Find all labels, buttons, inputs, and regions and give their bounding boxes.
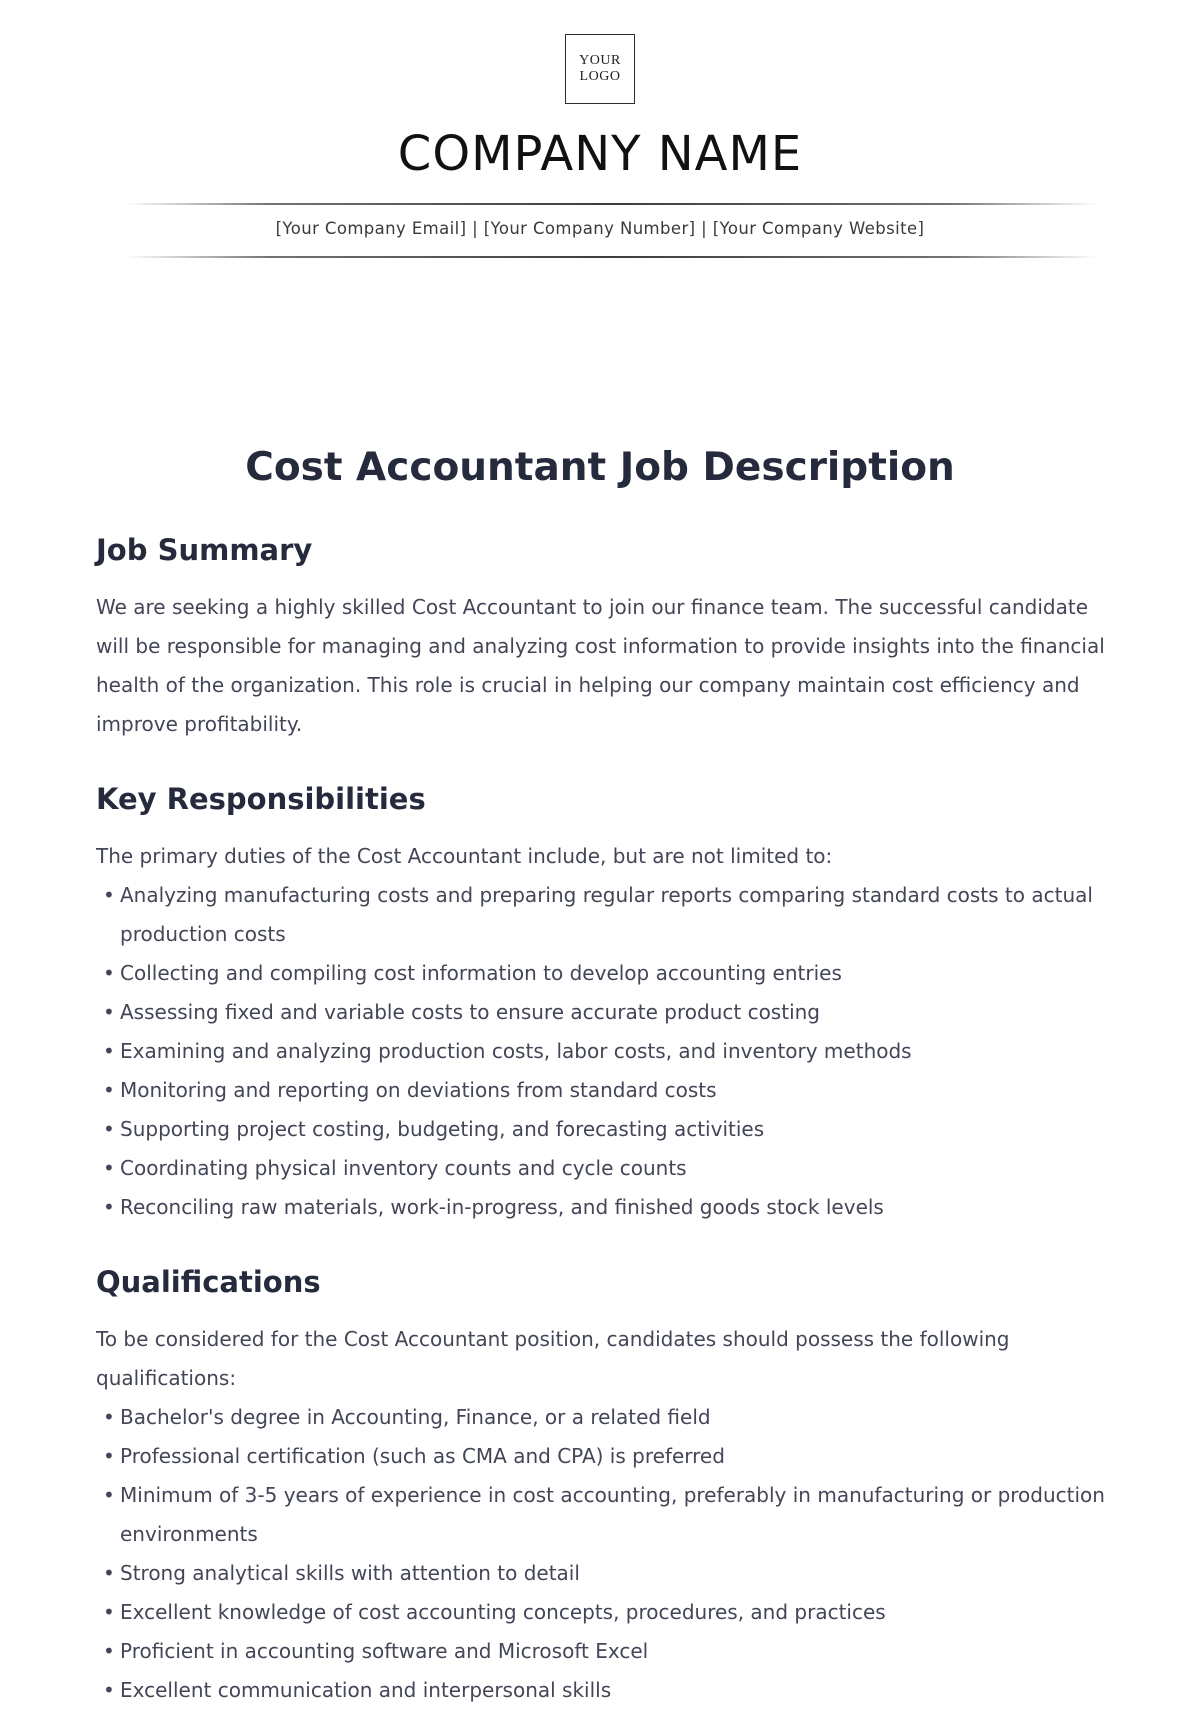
list-item-text: Bachelor's degree in Accounting, Finance, or a related field [120,1405,711,1429]
bullet-icon: • [103,1156,115,1180]
key-responsibilities-heading: Key Responsibilities [96,782,426,816]
bullet-icon: • [103,1039,115,1063]
list-item-text: Reconciling raw materials, work-in-progress, and finished goods stock levels [120,1195,884,1219]
list-item-text: Coordinating physical inventory counts and cycle counts [120,1156,687,1180]
bullet-icon: • [103,1639,115,1663]
bullet-icon: • [103,1405,115,1429]
header-divider-bottom [125,256,1097,258]
bullet-icon: • [103,1117,115,1141]
list-item [96,876,1116,954]
logo-text-line2: LOGO [579,69,621,84]
bullet-icon: • [103,1000,115,1024]
list-item [96,1149,1116,1188]
logo-text-line1: YOUR [579,53,621,68]
list-item-text: Monitoring and reporting on deviations from standard costs [120,1078,717,1102]
document-title: Cost Accountant Job Description [245,445,955,490]
bullet-icon: • [103,883,115,907]
list-item [96,993,1116,1032]
list-item-text: Proficient in accounting software and Microsoft Excel [120,1639,649,1663]
bullet-icon: • [103,1444,115,1468]
list-item [96,1476,1116,1554]
list-item [96,954,1116,993]
list-item-text: Supporting project costing, budgeting, and forecasting activities [120,1117,765,1141]
company-logo [565,34,635,104]
bullet-icon: • [103,1678,115,1702]
list-item [96,1593,1116,1632]
bullet-icon: • [103,1195,115,1219]
document-body [96,438,1116,1710]
bullet-icon: • [103,1600,115,1624]
qualifications-heading: Qualifications [96,1265,321,1299]
key-responsibilities-intro: The primary duties of the Cost Accountant include, but are not limited to: [96,844,833,868]
list-item-text: Minimum of 3-5 years of experience in cost accounting, preferably in manufacturing or production environments [120,1483,1105,1546]
list-item [96,1110,1116,1149]
company-name: COMPANY NAME [397,126,803,182]
list-item [96,1398,1116,1437]
list-item [96,1071,1116,1110]
list-item-text: Strong analytical skills with attention to detail [120,1561,580,1585]
bullet-icon: • [103,1561,115,1585]
job-summary-heading: Job Summary [96,533,313,567]
list-item-text: Excellent knowledge of cost accounting concepts, procedures, and practices [120,1600,886,1624]
job-summary-section [96,530,1116,744]
list-item-text: Analyzing manufacturing costs and preparing regular reports comparing standard costs to actual production costs [120,883,1093,946]
company-contact-line: [Your Company Email] | [Your Company Number] | [Your Company Website] [275,219,925,238]
job-summary-text: We are seeking a highly skilled Cost Accountant to join our finance team. The successful candidate will be responsible for managing and analyzing cost information to provide insights into the financial health of the organization. This role is crucial in helping our company maintain cost efficiency and improve profitability. [96,595,1105,736]
list-item [96,1554,1116,1593]
list-item [96,1437,1116,1476]
header-divider-top [125,203,1097,205]
qualifications-section [96,1262,1116,1710]
list-item-text: Assessing fixed and variable costs to ensure accurate product costing [120,1000,820,1024]
qualifications-intro: To be considered for the Cost Accountant position, candidates should possess the following qualifications: [96,1327,1010,1390]
list-item [96,1671,1116,1710]
list-item [96,1032,1116,1071]
key-responsibilities-section [96,779,1116,1227]
responsibilities-list [96,876,1116,1227]
qualifications-list [96,1398,1116,1710]
bullet-icon: • [103,1078,115,1102]
list-item [96,1632,1116,1671]
list-item-text: Examining and analyzing production costs, labor costs, and inventory methods [120,1039,912,1063]
bullet-icon: • [103,961,115,985]
list-item [96,1188,1116,1227]
list-item-text: Collecting and compiling cost information to develop accounting entries [120,961,842,985]
bullet-icon: • [103,1483,115,1507]
list-item-text: Excellent communication and interpersonal skills [120,1678,612,1702]
list-item-text: Professional certification (such as CMA and CPA) is preferred [120,1444,725,1468]
